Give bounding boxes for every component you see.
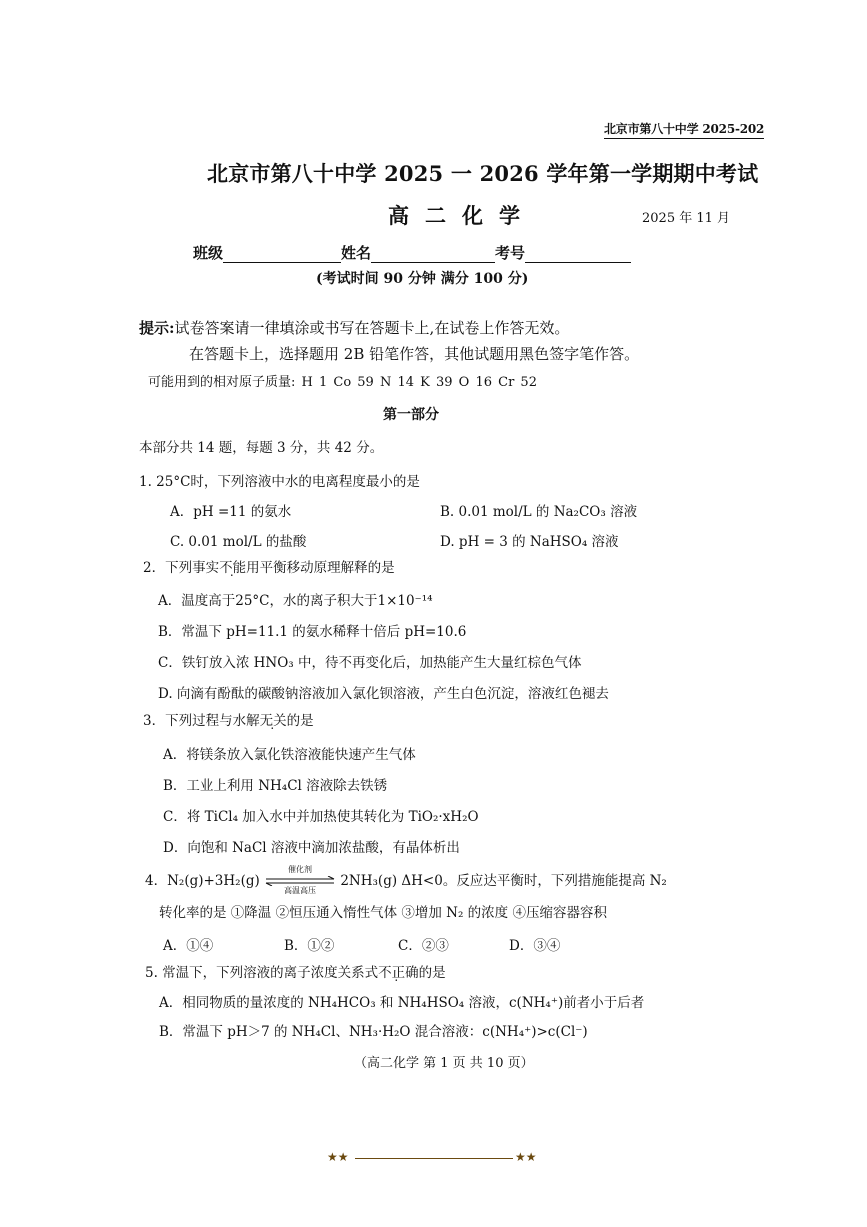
- corner-header: 北京市第八十中学 2025-202: [604, 120, 764, 139]
- q1-option-c: C. 0.01 mol/L 的盐酸: [170, 534, 307, 550]
- q4-stem-line2: 转化率的是 ①降温 ②恒压通入惰性气体 ③增加 N₂ 的浓度 ④压缩容器容积: [159, 905, 607, 921]
- page-footer: （高二化学 第 1 页 共 10 页）: [354, 1056, 534, 1071]
- footer-stars-left: ★★: [327, 1150, 349, 1164]
- class-blank: [223, 246, 341, 263]
- q2-option-c: C．铁钉放入浓 HNO₃ 中，待不再变化后，加热能产生大量红棕色气体: [158, 655, 582, 671]
- q3-option-d: D．向饱和 NaCl 溶液中滴加浓盐酸，有晶体析出: [163, 840, 460, 856]
- student-info-row: [193, 242, 631, 263]
- q3-stem-post: 的是: [286, 713, 314, 729]
- q3-option-c: C．将 TiCl₄ 加入水中并加热使其转化为 TiO₂·xH₂O: [163, 809, 479, 825]
- notice-text-1: 试卷答案请一律填涂或书写在答题卡上,在试卷上作答无效。: [174, 319, 570, 337]
- q5-option-a: A．相同物质的量浓度的 NH₄HCO₃ 和 NH₄HSO₄ 溶液，c(NH₄⁺)前者小于后者: [159, 995, 645, 1011]
- arrow-condition-label: 高温高压: [284, 885, 317, 895]
- arrow-catalyst-label: 催化剂: [288, 864, 313, 874]
- part-title: 第一部分: [383, 407, 439, 423]
- q2-option-a: A．温度高于25°C，水的离子积大于1×10⁻¹⁴: [158, 593, 433, 609]
- q4-option-d: D．③④: [509, 938, 561, 954]
- q1-option-b: B. 0.01 mol/L 的 Na₂CO₃ 溶液: [440, 504, 638, 520]
- q3-stem-pre: 3．下列过程与水解: [143, 713, 260, 729]
- class-label: 班级: [193, 244, 224, 262]
- equilibrium-arrow-icon: [264, 864, 336, 895]
- q3-option-b: B．工业上利用 NH₄Cl 溶液除去铁锈: [163, 778, 388, 794]
- q2-option-b: B．常温下 pH=11.1 的氨水稀释十倍后 pH=10.6: [158, 624, 467, 640]
- notice-line-2: 在答题卡上，选择题用 2B 铅笔作答，其他试题用黑色签字笔作答。: [189, 345, 640, 363]
- q2-option-d: D. 向滴有酚酞的碳酸钠溶液加入氯化钡溶液，产生白色沉淀，溶液红色褪去: [158, 686, 609, 702]
- q2-stem: [143, 556, 395, 576]
- footer-stars-right: ★★: [515, 1150, 537, 1164]
- exam-time: (考试时间 90 分钟 满分 100 分): [316, 271, 529, 287]
- q3-option-a: A．将镁条放入氯化铁溶液能快速产生气体: [163, 747, 416, 763]
- q1-stem: 1. 25°C时，下列溶液中水的电离程度最小的是: [139, 474, 420, 490]
- q1-option-a: A．pH =11 的氨水: [170, 504, 292, 520]
- exam-date: 2025 年 11 月: [642, 211, 731, 226]
- atomic-masses: 可能用到的相对原子质量: H 1 Co 59 N 14 K 39 O 16 Cr 52: [148, 375, 537, 390]
- notice-line-1: [139, 317, 569, 338]
- notice-label: 提示:: [139, 319, 175, 337]
- footer-divider: [355, 1158, 513, 1159]
- subject-title: 高二化学: [388, 203, 536, 228]
- q5-stem-emphasis: 不正确: [378, 965, 419, 981]
- q4-stem-post: 2NH₃(g) ΔH<0。反应达平衡时，下列措施能提高 N₂: [340, 873, 667, 889]
- name-label: 姓名: [341, 244, 372, 262]
- part-intro: 本部分共 14 题，每题 3 分，共 42 分。: [139, 440, 384, 456]
- name-blank: [371, 246, 495, 263]
- q1-option-d: D. pH = 3 的 NaHSO₄ 溶液: [440, 534, 619, 550]
- q4-stem: [145, 864, 667, 895]
- q5-option-b: B．常温下 pH＞7 的 NH₄Cl、NH₃·H₂O 混合溶液：c(NH₄⁺)>c(Cl⁻): [159, 1024, 588, 1040]
- q4-stem-pre: 4．N₂(g)+3H₂(g): [145, 873, 260, 889]
- q5-stem-post: 的是: [418, 965, 446, 981]
- q3-stem-emphasis: 无关: [259, 713, 287, 729]
- q2-stem-pre: 2．下列事实: [143, 560, 220, 576]
- number-blank: [525, 246, 631, 263]
- q4-option-c: C．②③: [398, 938, 449, 954]
- q4-option-a: A．①④: [163, 938, 214, 954]
- q5-stem: [145, 961, 446, 981]
- number-label: 考号: [495, 244, 526, 262]
- q5-stem-pre: 5. 常温下，下列溶液的离子浓度关系式: [145, 965, 379, 981]
- q2-stem-post: 用平衡移动原理解释的是: [246, 560, 395, 576]
- q4-option-b: B．①②: [284, 938, 335, 954]
- q2-stem-emphasis: 不能: [219, 560, 247, 576]
- exam-title: 北京市第八十中学 2025 一 2026 学年第一学期期中考试: [207, 161, 759, 186]
- q3-stem: [143, 709, 314, 729]
